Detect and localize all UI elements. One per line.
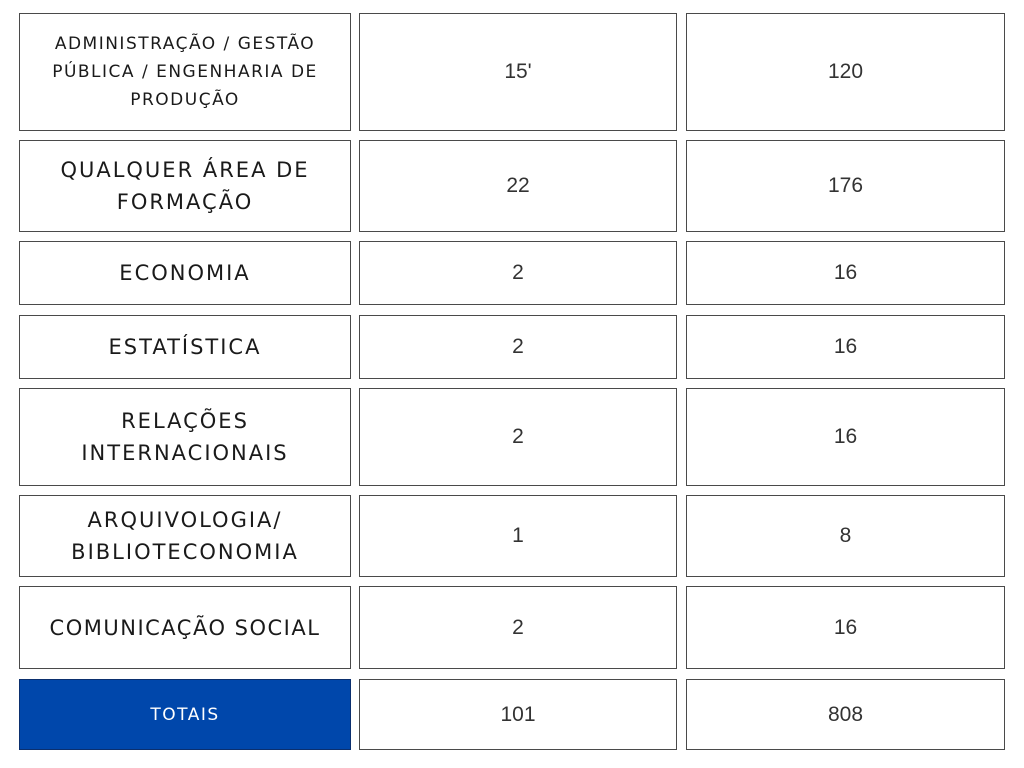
candidatos-value: 16: [833, 261, 858, 284]
candidatos-cell: [686, 315, 1005, 379]
area-cell: [19, 388, 351, 486]
candidatos-cell: [686, 586, 1005, 669]
vagas-cell: [359, 140, 677, 232]
vagas-cell: [359, 315, 677, 379]
area-cell: [19, 315, 351, 379]
area-label: COMUNICAÇÃO SOCIAL: [49, 615, 321, 640]
totals-label: TOTAIS: [150, 704, 220, 725]
totals-candidatos-cell: [686, 679, 1005, 750]
area-label: ADMINISTRAÇÃO / GESTÃO PÚBLICA / ENGENHARIA DE PRODUÇÃO: [52, 34, 318, 110]
candidatos-value: 16: [833, 425, 858, 448]
vagas-cell: [359, 495, 677, 577]
totals-vagas-cell: [359, 679, 677, 750]
candidatos-cell: [686, 140, 1005, 232]
vagas-value: 2: [512, 261, 524, 284]
totals-label-cell: [19, 679, 351, 750]
candidatos-value: 120: [827, 60, 864, 83]
vagas-value: 2: [512, 425, 524, 448]
area-cell: [19, 13, 351, 131]
vagas-cell: [359, 13, 677, 131]
area-cell: [19, 495, 351, 577]
area-cell: [19, 586, 351, 669]
area-cell: [19, 140, 351, 232]
vagas-cell: [359, 388, 677, 486]
candidatos-value: 176: [827, 174, 864, 197]
candidatos-cell: [686, 241, 1005, 305]
totals-candidatos-value: 808: [827, 702, 864, 726]
area-label: ARQUIVOLOGIA/ BIBLIOTECONOMIA: [71, 508, 299, 564]
area-label: QUALQUER ÁREA DE FORMAÇÃO: [60, 158, 310, 214]
candidatos-value: 16: [833, 335, 858, 358]
vagas-value: 22: [506, 174, 530, 197]
vagas-value: 2: [512, 615, 524, 639]
vagas-cell: [359, 586, 677, 669]
candidatos-value: 16: [833, 615, 858, 639]
vagas-value: 1: [512, 524, 524, 547]
candidatos-cell: [686, 388, 1005, 486]
area-label: RELAÇÕES INTERNACIONAIS: [81, 409, 289, 465]
candidatos-value: 8: [839, 524, 852, 547]
area-cell: [19, 241, 351, 305]
vagas-cell: [359, 241, 677, 305]
vagas-value: 2: [512, 335, 524, 358]
area-label: ESTATÍSTICA: [108, 335, 262, 359]
totals-vagas-value: 101: [500, 702, 536, 726]
vagas-value: 15': [504, 60, 532, 83]
area-label: ECONOMIA: [119, 261, 251, 285]
candidatos-cell: [686, 495, 1005, 577]
candidatos-cell: [686, 13, 1005, 131]
